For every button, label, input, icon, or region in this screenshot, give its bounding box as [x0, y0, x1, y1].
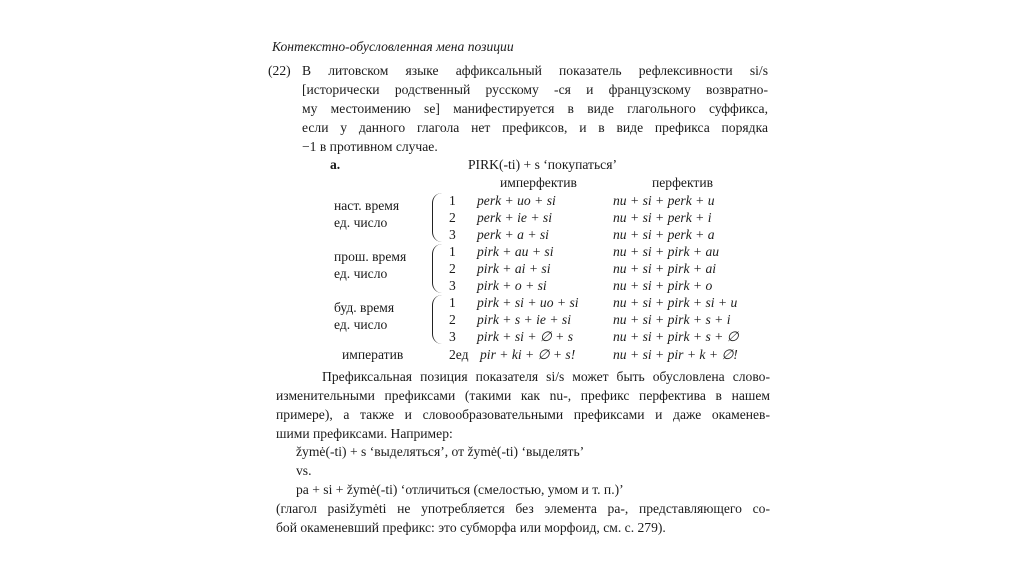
example-line: žymė(-ti) + s ‘выделяться’, от žymė(-ti) ‘выделять’: [296, 444, 585, 459]
intro-line: если у данного глагола нет префиксов, и в виде префикса порядка: [302, 120, 768, 135]
imperfective-form: perk + uo + si: [477, 193, 556, 208]
imperfective-form: pirk + si + ∅ + s: [477, 329, 574, 344]
imperfective-form: pirk + si + uo + si: [477, 295, 579, 310]
brace: [432, 193, 443, 242]
closing-line: (глагол pasižymėti не употребляется без элемента pa-, представляющего со-: [276, 501, 770, 516]
perfective-form: nu + si + perk + u: [613, 193, 715, 208]
person-number: 3: [449, 227, 456, 242]
group-label-number: ед. число: [334, 215, 388, 230]
person-number: 1: [449, 295, 456, 310]
group-label-number: ед. число: [334, 266, 388, 281]
body-line: шими префиксами. Например:: [276, 426, 453, 441]
imperative-label: императив: [342, 347, 404, 362]
lexeme-title: PIRK(-ti) + s ‘покупаться’: [468, 157, 617, 172]
group-label-tense: прош. время: [334, 249, 407, 264]
perfective-form: nu + si + pirk + si + u: [613, 295, 738, 310]
body-line: изменительными префиксами (такими как nu-, префикс перфектива в нашем: [276, 388, 770, 403]
body-line: Префиксальная позиция показателя si/s может быть обусловлена слово-: [322, 369, 770, 384]
example-line: pa + si + žymė(-ti) ‘отличиться (смелостью, умом и т. п.)’: [296, 482, 624, 497]
imperfective-form: pir + ki + ∅ + s!: [480, 347, 576, 362]
intro-line: му местоимению se] манифестируется в виде глагольного суффикса,: [302, 101, 768, 116]
section-heading: Контекстно-обусловленная мена позиции: [272, 39, 514, 54]
perfective-form: nu + si + pirk + ai: [613, 261, 717, 276]
perfective-form: nu + si + pirk + au: [613, 244, 720, 259]
group-label-tense: буд. время: [334, 300, 395, 315]
brace: [432, 244, 443, 293]
intro-line: −1 в противном случае.: [302, 139, 438, 154]
imperfective-form: pirk + o + si: [477, 278, 547, 293]
person-number: 3: [449, 278, 456, 293]
perfective-form: nu + si + pirk + s + i: [613, 312, 731, 327]
person-number: 2ед: [449, 347, 469, 362]
closing-line: бой окаменевший префикс: это субморфа или морфоид, см. с. 279).: [276, 520, 666, 535]
imperfective-form: pirk + ai + si: [477, 261, 551, 276]
column-header-imperfective: имперфектив: [500, 175, 577, 190]
perfective-form: nu + si + pir + k + ∅!: [613, 347, 738, 362]
column-header-perfective: перфектив: [652, 175, 714, 190]
example-number: (22): [268, 63, 291, 78]
body-line: примере), а также и словообразовательными префиксами и даже окаменев-: [276, 407, 770, 422]
intro-line: [исторически родственный русскому -ся и французскому возвратно-: [302, 82, 768, 97]
person-number: 2: [449, 312, 456, 327]
person-number: 3: [449, 329, 456, 344]
intro-line: В литовском языке аффиксальный показатель рефлексивности si/s: [302, 63, 768, 78]
sub-label: a.: [330, 157, 341, 172]
person-number: 2: [449, 261, 456, 276]
group-label-tense: наст. время: [334, 198, 400, 213]
imperfective-form: pirk + s + ie + si: [477, 312, 571, 327]
perfective-form: nu + si + perk + i: [613, 210, 712, 225]
brace: [432, 295, 443, 344]
perfective-form: nu + si + pirk + o: [613, 278, 713, 293]
example-line: vs.: [296, 463, 312, 478]
person-number: 1: [449, 193, 456, 208]
imperfective-form: perk + ie + si: [477, 210, 552, 225]
perfective-form: nu + si + pirk + s + ∅: [613, 329, 739, 344]
imperfective-form: perk + a + si: [477, 227, 549, 242]
group-label-number: ед. число: [334, 317, 388, 332]
imperfective-form: pirk + au + si: [477, 244, 554, 259]
perfective-form: nu + si + perk + a: [613, 227, 715, 242]
person-number: 1: [449, 244, 456, 259]
person-number: 2: [449, 210, 456, 225]
